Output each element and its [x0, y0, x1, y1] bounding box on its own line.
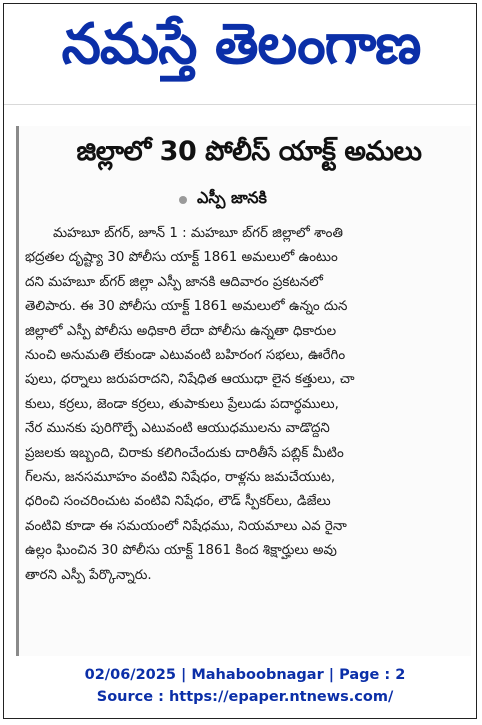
- article-line: కులు, కర్రలు, జెండా కర్రలు, తుపాకులు ప్రేలుడు పదార్థములు,: [25, 396, 339, 412]
- article-line: నేర మునకు పురిగొల్పే ఎటువంటి ఆయుధములను వాడొద్దని: [25, 421, 330, 437]
- article-line: భద్రతల దృష్ట్యా 30 పోలీసు యాక్ట్ 1861 అమలులో ఉంటుం: [25, 250, 338, 266]
- article-body: [25, 222, 463, 588]
- article-line: దని మహబూ బ్‌గర్ జిల్లా ఎస్పీ జానకి ఆదివారం ప్రకటనలో: [25, 274, 323, 290]
- article-line: జిల్లాలో ఎస్పీ పోలీసు అధికారి లేదా పోలీసు ఉన్నతా ధికారుల: [25, 323, 337, 339]
- article-line: వంటివి కూడా ఈ సమయంలో నిషేధము, నియమాలు ఎవ రైనా: [25, 518, 347, 534]
- masthead-divider: [4, 104, 476, 105]
- bullet-icon: [179, 196, 187, 204]
- article-line: తెలిపారు. ఈ 30 పోలీసు యాక్ట్ 1861 అమలులో ఉన్నం దున: [25, 299, 348, 315]
- article-headline: జిల్లాలో 30 పోలీస్ యాక్ట్ అమలు: [76, 136, 422, 167]
- byline-text: ఎస్పీ జానకి: [197, 188, 267, 207]
- article-line: తారని ఎస్పీ పేర్కొన్నారు.: [25, 567, 152, 583]
- article-line: నుంచి అనుమతి లేకుండా ఎటువంటి బహిరంగ సభలు, ఊరేగిం: [25, 348, 346, 364]
- article-line: ఉల్లం ఘించిన 30 పోలీసు యాక్ట్ 1861 కింద శిక్షార్హులు అవు: [25, 543, 337, 559]
- article-byline: [179, 188, 267, 211]
- article-line: గ్‌లను, జనసమూహం వంటివి నిషేధం, రాళ్లను జమచేయుట,: [25, 470, 336, 486]
- article-line: ధరించి సంచరించుట వంటివి నిషేధం, లౌడ్ స్పీకర్‌లు, డిజేలు: [25, 494, 331, 510]
- news-article: [16, 126, 471, 656]
- article-line: మహబూ బ్‌గర్, జూన్ 1 : మహబూ బ్‌గర్ జిల్లాలో శాంతి: [53, 226, 343, 241]
- caption-source: Source : https://epaper.ntnews.com/: [96, 689, 394, 705]
- clipping-caption: [4, 664, 482, 708]
- caption-date-edition: 02/06/2025 | Mahaboobnagar | Page : 2: [84, 667, 406, 683]
- article-line: పులు, ధర్నాలు జరుపరాదని, నిషేధిత ఆయుధా లైన కత్తులు, చా: [25, 372, 355, 388]
- epaper-clipping: [3, 3, 477, 719]
- article-line: ప్రజలకు ఇబ్బంది, చిరాకు కలిగించేందుకు దారితీసే పబ్లిక్ మీటిం: [25, 445, 344, 461]
- newspaper-masthead: నమస్తే తెలంగాణ: [61, 12, 421, 77]
